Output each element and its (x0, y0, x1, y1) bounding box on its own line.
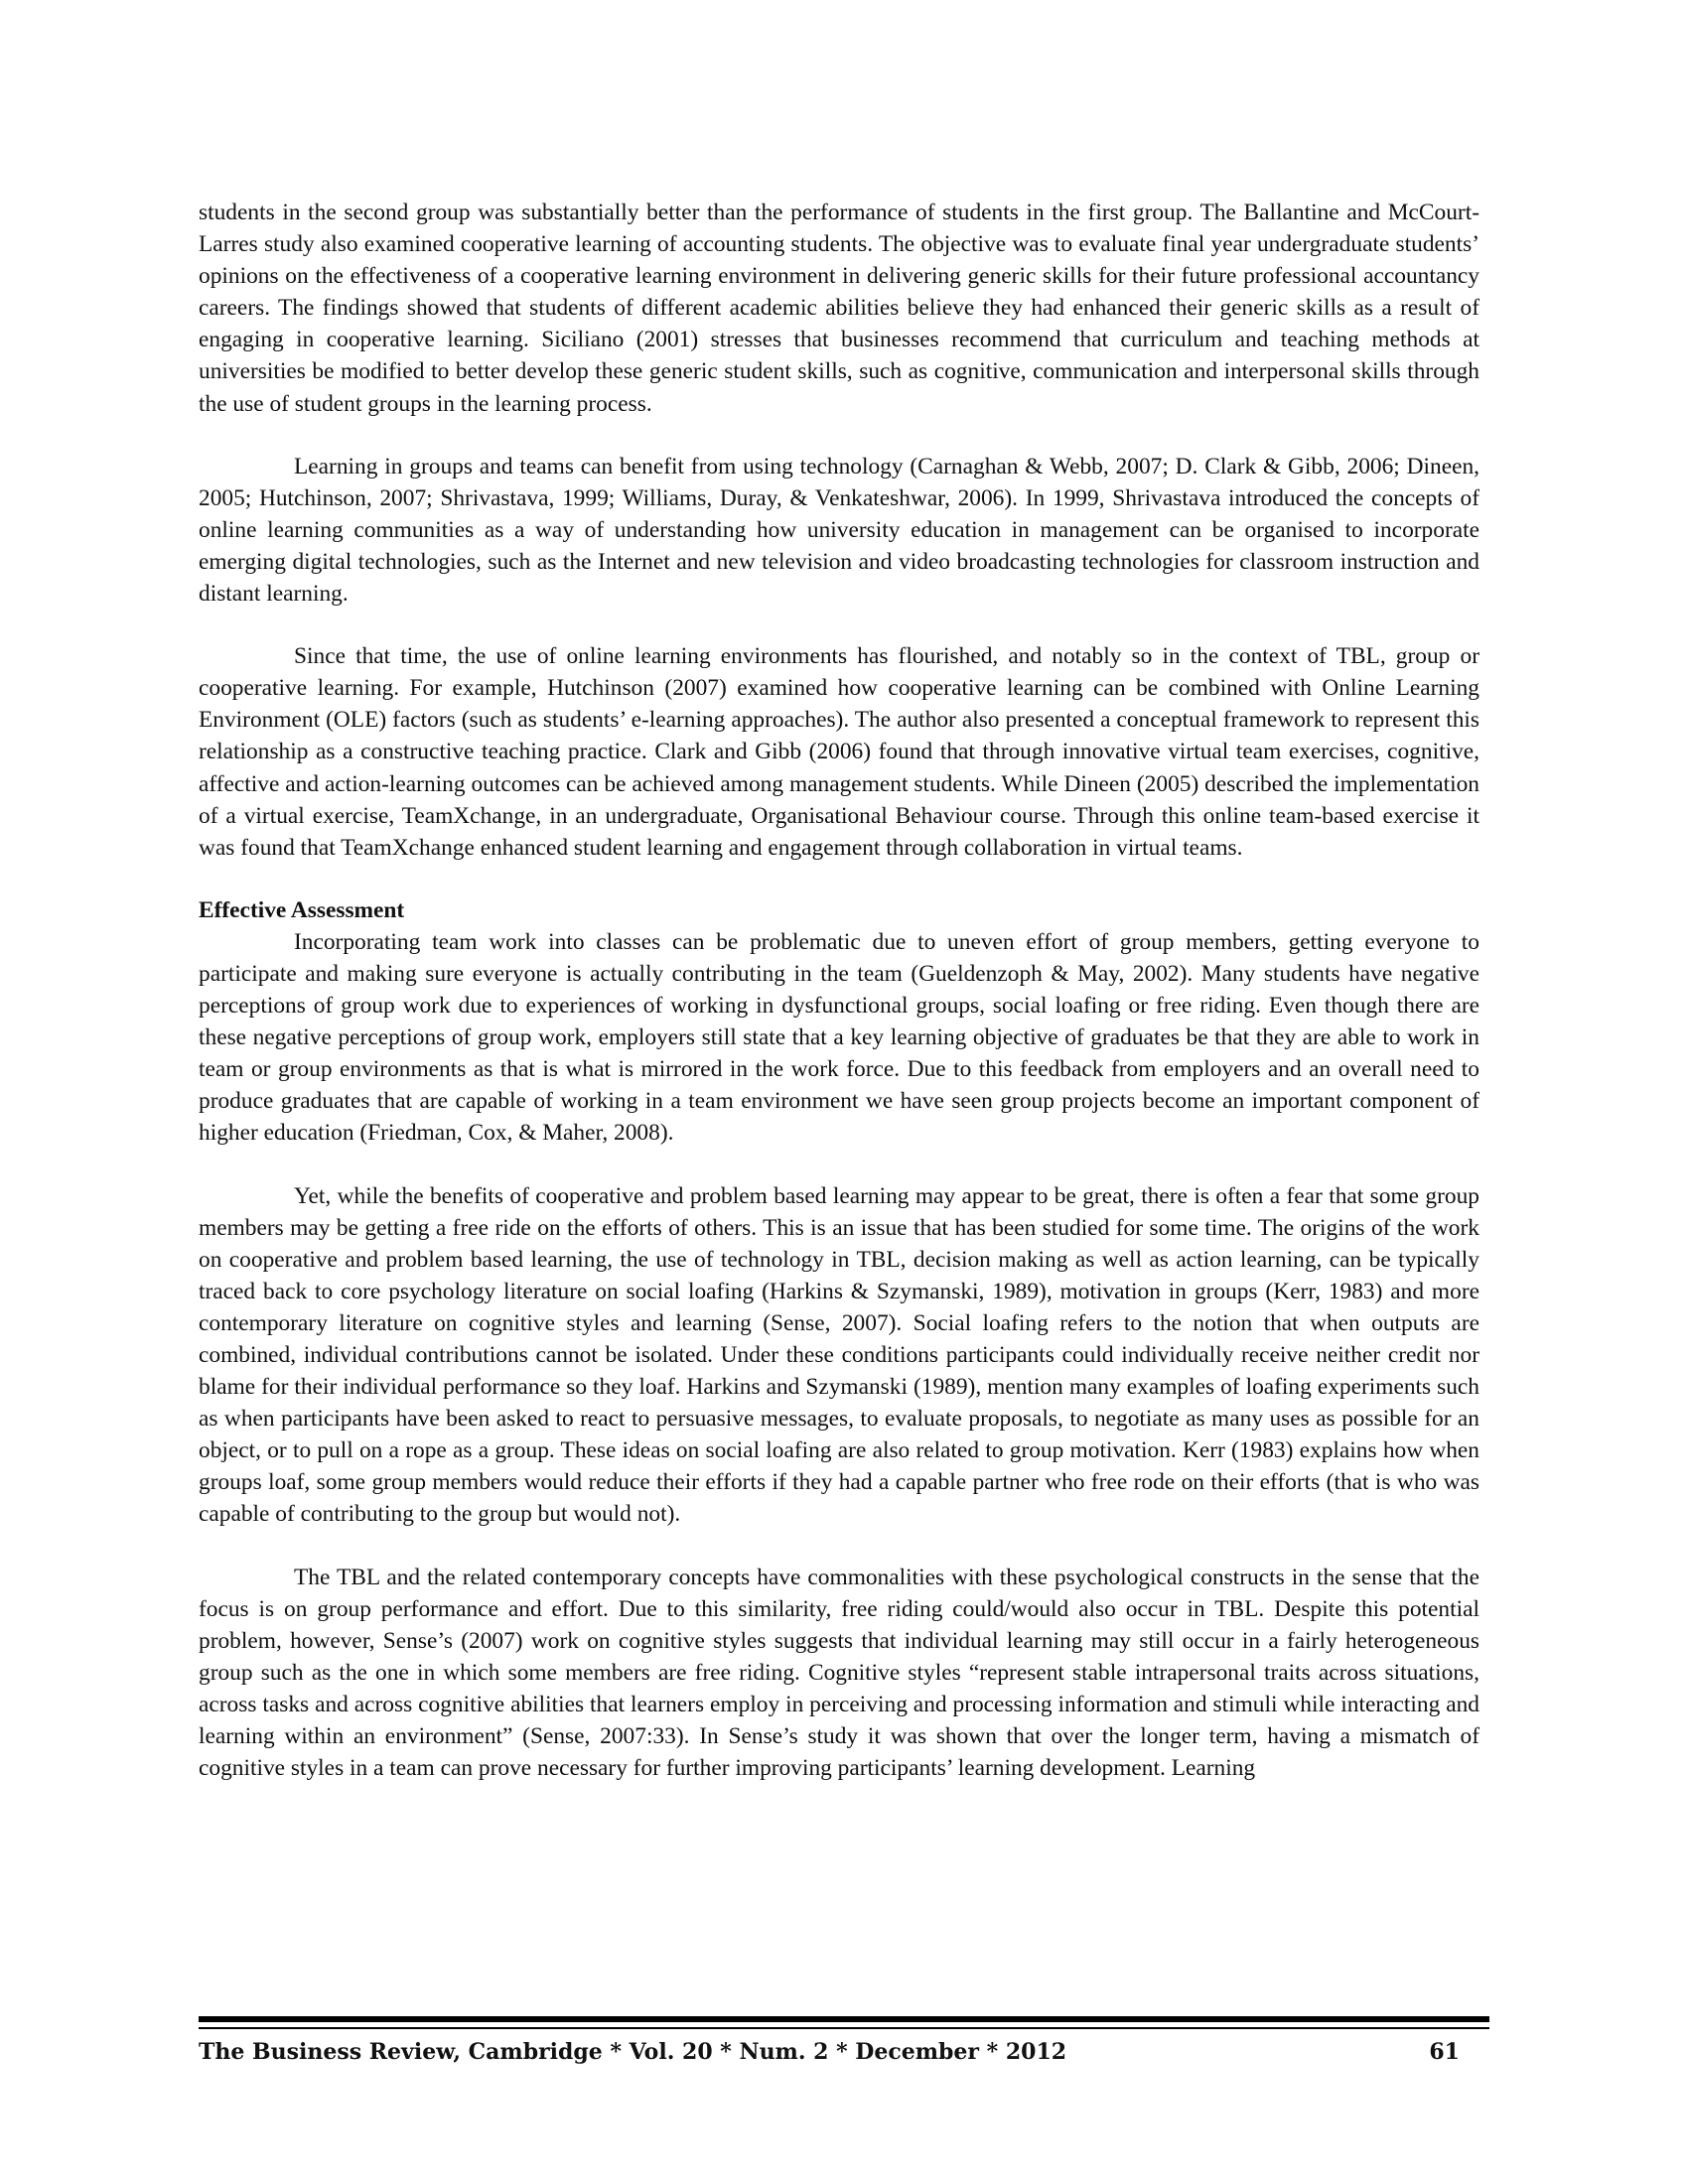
paragraph-4: Incorporating team work into classes can be problematic due to uneven effort of group members, getting everyone to participate and making sure everyone is actually contributing in the team (Gueldenzoph & May, 2002). Many students have negative perceptions of group work due to experiences of working in dysfunctional groups, social loafing or free riding. Even though there are these negative perceptions of group work, employers still state that a key learning objective of graduates be that they are able to work in team or group environments as that is what is mirrored in the work force. Due to this feedback from employers and an overall need to produce graduates that are capable of working in a team environment we have seen group projects become an important component of higher education (Friedman, Cox, & Maher, 2008). (199, 928, 1479, 1147)
section-heading: Effective Assessment (199, 896, 405, 923)
page-number: 61 (1429, 2039, 1460, 2065)
paragraph-6: The TBL and the related contemporary concepts have commonalities with these psychological constructs in the sense that the focus is on group performance and effort. Due to this similarity, free riding could/would also occur in TBL. Despite this potential problem, however, Sense’s (2007) work on cognitive styles suggests that individual learning may still occur in a fairly heterogeneous group such as the one in which some members are free riding. Cognitive styles “represent stable intrapersonal traits across situations, across tasks and across cognitive abilities that learners employ in perceiving and processing information and stimuli while interacting and learning within an environment” (Sense, 2007:33). In Sense’s study it was shown that over the longer term, having a mismatch of cognitive styles in a team can prove necessary for further improving participants’ learning development. Learning (199, 1564, 1479, 1782)
paragraph-2: Learning in groups and teams can benefit from using technology (Carnaghan & Webb, 2007; D. Clark & Gibb, 2006; Dineen, 2005; Hutchinson, 2007; Shrivastava, 1999; Williams, Duray, & Venkateshwar, 2006). In 1999, Shrivastava introduced the concepts of online learning communities as a way of understanding how university education in management can be organised to incorporate emerging digital technologies, such as the Internet and new television and video broadcasting technologies for classroom instruction and distant learning. (199, 453, 1479, 608)
paragraph-5: Yet, while the benefits of cooperative and problem based learning may appear to be great, there is often a fear that some group members may be getting a free ride on the efforts of others. This is an issue that has been studied for some time. The origins of the work on cooperative and problem based learning, the use of technology in TBL, decision making as well as action learning, can be typically traced back to core psychology literature on social loafing (Harkins & Szymanski, 1989), motivation in groups (Kerr, 1983) and more contemporary literature on cognitive styles and learning (Sense, 2007). Social loafing refers to the notion that when outputs are combined, individual contributions cannot be isolated. Under these conditions participants could individually receive neither credit nor blame for their individual performance so they loaf. Harkins and Szymanski (1989), mention many examples of loafing experiments such as when participants have been asked to react to persuasive messages, to evaluate proposals, to negotiate as many uses as possible for an object, or to pull on a rope as a group. These ideas on social loafing are also related to group motivation. Kerr (1983) explains how when groups loaf, some group members would reduce their efforts if they had a capable partner who free rode on their efforts (that is who was capable of contributing to the group but would not). (199, 1182, 1479, 1528)
journal-citation: The Business Review, Cambridge * Vol. 20 * Num. 2 * December * 2012 (199, 2039, 1067, 2065)
paragraph-3: Since that time, the use of online learning environments has flourished, and notably so in the context of TBL, group or cooperative learning. For example, Hutchinson (2007) examined how cooperative learning can be combined with Online Learning Environment (OLE) factors (such as students’ e-learning approaches). The author also presented a conceptual framework to represent this relationship as a constructive teaching practice. Clark and Gibb (2006) found that through innovative virtual team exercises, cognitive, affective and action-learning outcomes can be achieved among management students. While Dineen (2005) described the implementation of a virtual exercise, TeamXchange, in an undergraduate, Organisational Behaviour course. Through this online team-based exercise it was found that TeamXchange enhanced student learning and engagement through collaboration in virtual teams. (199, 643, 1479, 861)
paragraph-1: students in the second group was substantially better than the performance of students in the first group. The Ballantine and McCourt-Larres study also examined cooperative learning of accounting students. The objective was to evaluate final year undergraduate students’ opinions on the effectiveness of a cooperative learning environment in delivering generic skills for their future professional accountancy careers. The findings showed that students of different academic abilities believe they had enhanced their generic skills as a result of engaging in cooperative learning. Siciliano (2001) stresses that businesses recommend that curriculum and teaching methods at universities be modified to better develop these generic student skills, such as cognitive, communication and interpersonal skills through the use of student groups in the learning process. (199, 200, 1479, 417)
footer-rule-thick (199, 2016, 1489, 2022)
article-body (199, 197, 1479, 1784)
page-footer (199, 2037, 1460, 2067)
footer-rule-thin (199, 2027, 1489, 2029)
